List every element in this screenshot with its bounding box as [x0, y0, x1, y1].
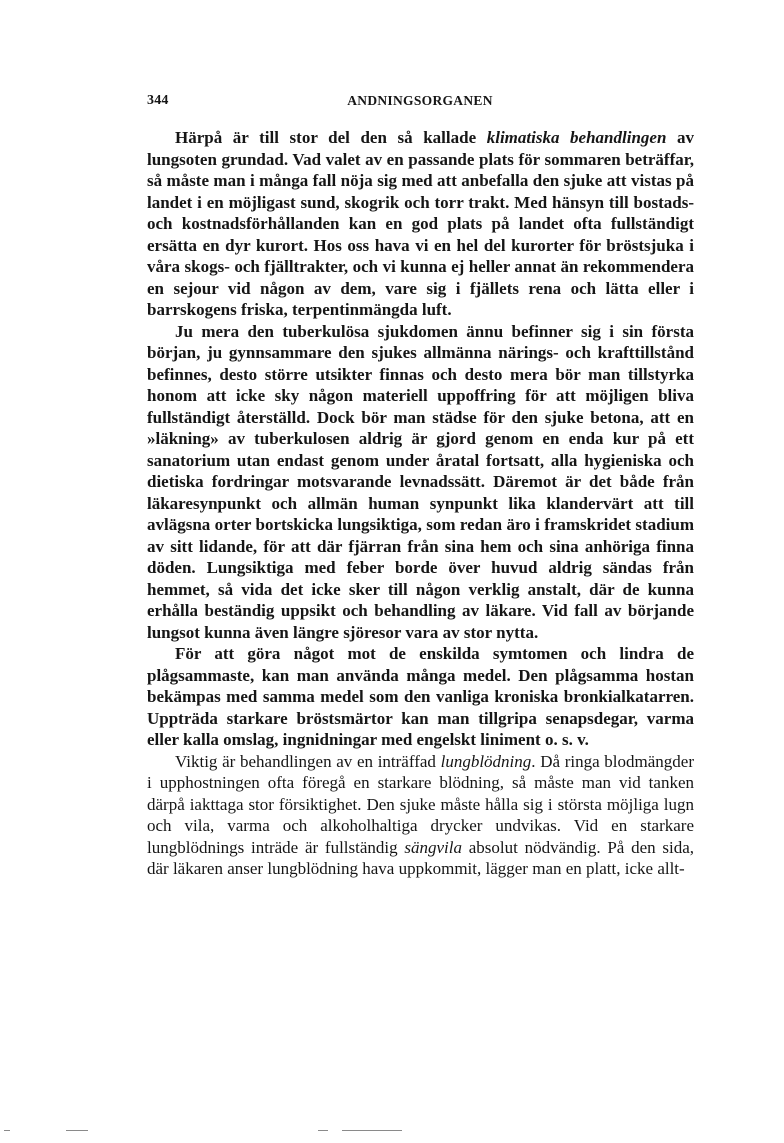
page-number: 344	[147, 93, 169, 108]
scan-mark	[4, 1130, 10, 1131]
scan-mark	[66, 1130, 88, 1131]
paragraph-text: av lungsoten grundad. Vad valet av en passande plats för sommaren beträffar, så måste man i många fall nöja sig med att anbefalla den sjuke att vistas på landet i en möjligast sund, skogrik och torr trakt. Med hänsyn till bostads- och kostnadsförhållanden kan en god plats på landet ofta fullständigt ersätta en dyr kurort. Hos oss hava vi en hel del kurorter för bröstsjuka i våra skogs- och fjälltrakter, och vi kunna ej heller annat än rekommendera en sejour vid någon av dem, vare sig i fjällets rena och lätta eller i barrskogens friska, terpentinmängda luft.	[147, 128, 694, 319]
running-head: ANDNINGSORGANEN	[347, 93, 493, 108]
paragraph-lung-bleeding	[147, 751, 694, 880]
emphasized-term: lungblödning	[440, 751, 532, 771]
paragraph-text: Viktig är behandlingen av en inträffad	[175, 751, 441, 771]
paragraph-text: Ju mera den tuberkulösa sjukdomen ännu befinner sig i sin första början, ju gynnsammare den sjukes allmänna närings- och krafttillstånd befinnes, desto större utsikter finnas och desto mera bör man tillstyrka honom att icke sky någon materiell uppoffring för att möjligen bliva fullständigt återställd. Dock bör man städse för den sjuke betona, att en »läkning» av tuberkulosen aldrig är gjord genom en enda kur på ett sanatorium utan endast genom under åratal fortsatt, alla hygieniska och dietiska fordringar motsvarande levnadssätt. Däremot är det både från läkaresynpunkt och allmän human synpunkt lika klandervärt att till avlägsna orter bortskicka lungsiktiga, som redan äro i framskridet stadium av sitt lidande, för att där fjärran från sina hem och sina anhöriga finna döden. Lungsiktiga med feber borde över huvud aldrig sändas från hemmet, så vida det icke sker till någon verklig anstalt, där de kunna erhålla beständig uppsikt och behandling av läkare. Vid fall av börjande lungsot kunna även längre sjöresor vara av stor nytta.	[147, 321, 694, 642]
paragraph-text: För att göra något mot de enskilda symtomen och lindra de plågsammaste, kan man använda många medel. Den plågsamma hostan bekämpas med samma medel som den vanliga kroniska bronkialkatarren. Uppträda starkare bröstsmärtor kan man tillgripa senapsdegar, varma eller kalla omslag, ingnidningar med engelskt liniment o. s. v.	[147, 644, 694, 749]
paragraph-text: . Då ringa blodmängder i upphostningen ofta föregå en starkare blödning, så måste man vid tanken därpå iakttaga stor försiktighet. Den sjuke måste hålla sig i största möjliga lugn och vila, varma och alkoholhaltiga drycker undvikas. Vid en starkare lungblödnings inträde är fullständig	[147, 751, 694, 857]
paragraph-sanatorium	[147, 321, 694, 644]
emphasized-term: klimatiska behandlingen	[486, 128, 667, 147]
scan-edge-marks	[0, 1130, 784, 1140]
page-header	[147, 93, 693, 115]
emphasized-term: sängvila	[404, 837, 462, 857]
paragraph-symptoms	[147, 643, 694, 751]
paragraph-text: Härpå är till stor del den så kallade	[175, 128, 487, 147]
paragraph-climatic-treatment	[147, 127, 694, 321]
scan-mark	[342, 1130, 402, 1131]
scan-mark	[318, 1130, 328, 1131]
paragraph-text: absolut nödvändig. På den sida, där läkaren anser lungblödning hava uppkommit, lägger man en platt, icke allt-	[147, 837, 694, 878]
body-text	[147, 127, 694, 880]
